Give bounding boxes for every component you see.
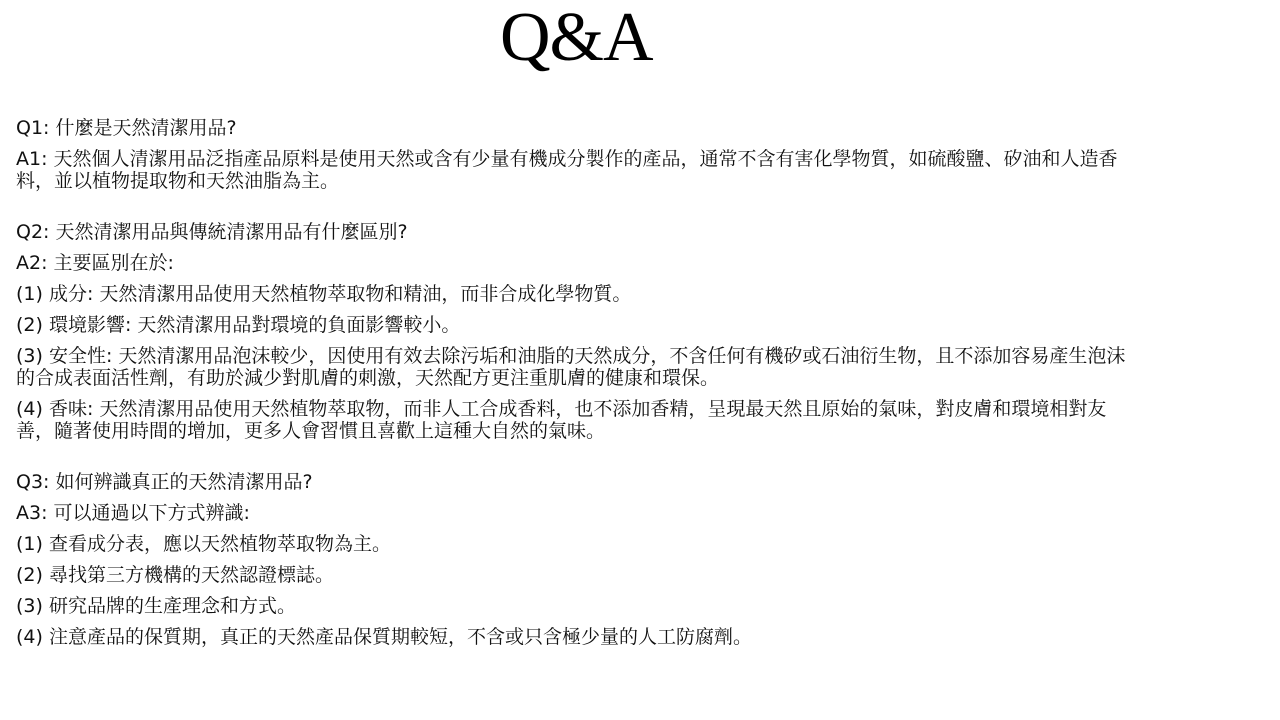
answer-3-point-certification: (2) 尋找第三方機構的天然認證標誌。: [16, 564, 334, 586]
answer-3-point-brand: (3) 研究品牌的生產理念和方式。: [16, 595, 296, 617]
answer-2-point-ingredients: (1) 成分: 天然清潔用品使用天然植物萃取物和精油，而非合成化學物質。: [16, 283, 632, 305]
qa-section-3: [16, 471, 1136, 648]
question-2: Q2: 天然清潔用品與傳統清潔用品有什麼區別?: [16, 221, 408, 243]
question-3: Q3: 如何辨識真正的天然清潔用品?: [16, 471, 313, 493]
answer-3-points: [16, 533, 1136, 648]
answer-1: A1: 天然個人清潔用品泛指產品原料是使用天然或含有少量有機成分製作的產品，通常不含有害化學物質，如硫酸鹽、矽油和人造香料，並以植物提取物和天然油脂為主。: [16, 148, 1118, 192]
qa-section-2: [16, 221, 1136, 442]
answer-2-point-environment: (2) 環境影響: 天然清潔用品對環境的負面影響較小。: [16, 314, 461, 336]
answer-3-point-ingredient-list: (1) 查看成分表，應以天然植物萃取物為主。: [16, 533, 391, 555]
qa-section-1: [16, 117, 1136, 192]
question-1: Q1: 什麼是天然清潔用品?: [16, 117, 237, 139]
qa-content: [16, 117, 1136, 648]
page-title: Q&A: [500, 0, 653, 76]
answer-2-intro: A2: 主要區別在於:: [16, 252, 174, 274]
answer-3-intro: A3: 可以通過以下方式辨識:: [16, 502, 250, 524]
answer-3-point-shelf-life: (4) 注意產品的保質期，真正的天然產品保質期較短，不含或只含極少量的人工防腐劑。: [16, 626, 752, 648]
answer-2-point-safety: (3) 安全性: 天然清潔用品泡沫較少，因使用有效去除污垢和油脂的天然成分，不含任何有機矽或石油衍生物，且不添加容易產生泡沫的合成表面活性劑，有助於減少對肌膚的刺激，天然配方更注重肌膚的健康和環保。: [16, 345, 1126, 389]
answer-2-point-scent: (4) 香味: 天然清潔用品使用天然植物萃取物，而非人工合成香料，也不添加香精，呈現最天然且原始的氣味，對皮膚和環境相對友善，隨著使用時間的增加，更多人會習慣且喜歡上這種大自然的氣味。: [16, 398, 1107, 442]
answer-2-points: [16, 283, 1136, 442]
